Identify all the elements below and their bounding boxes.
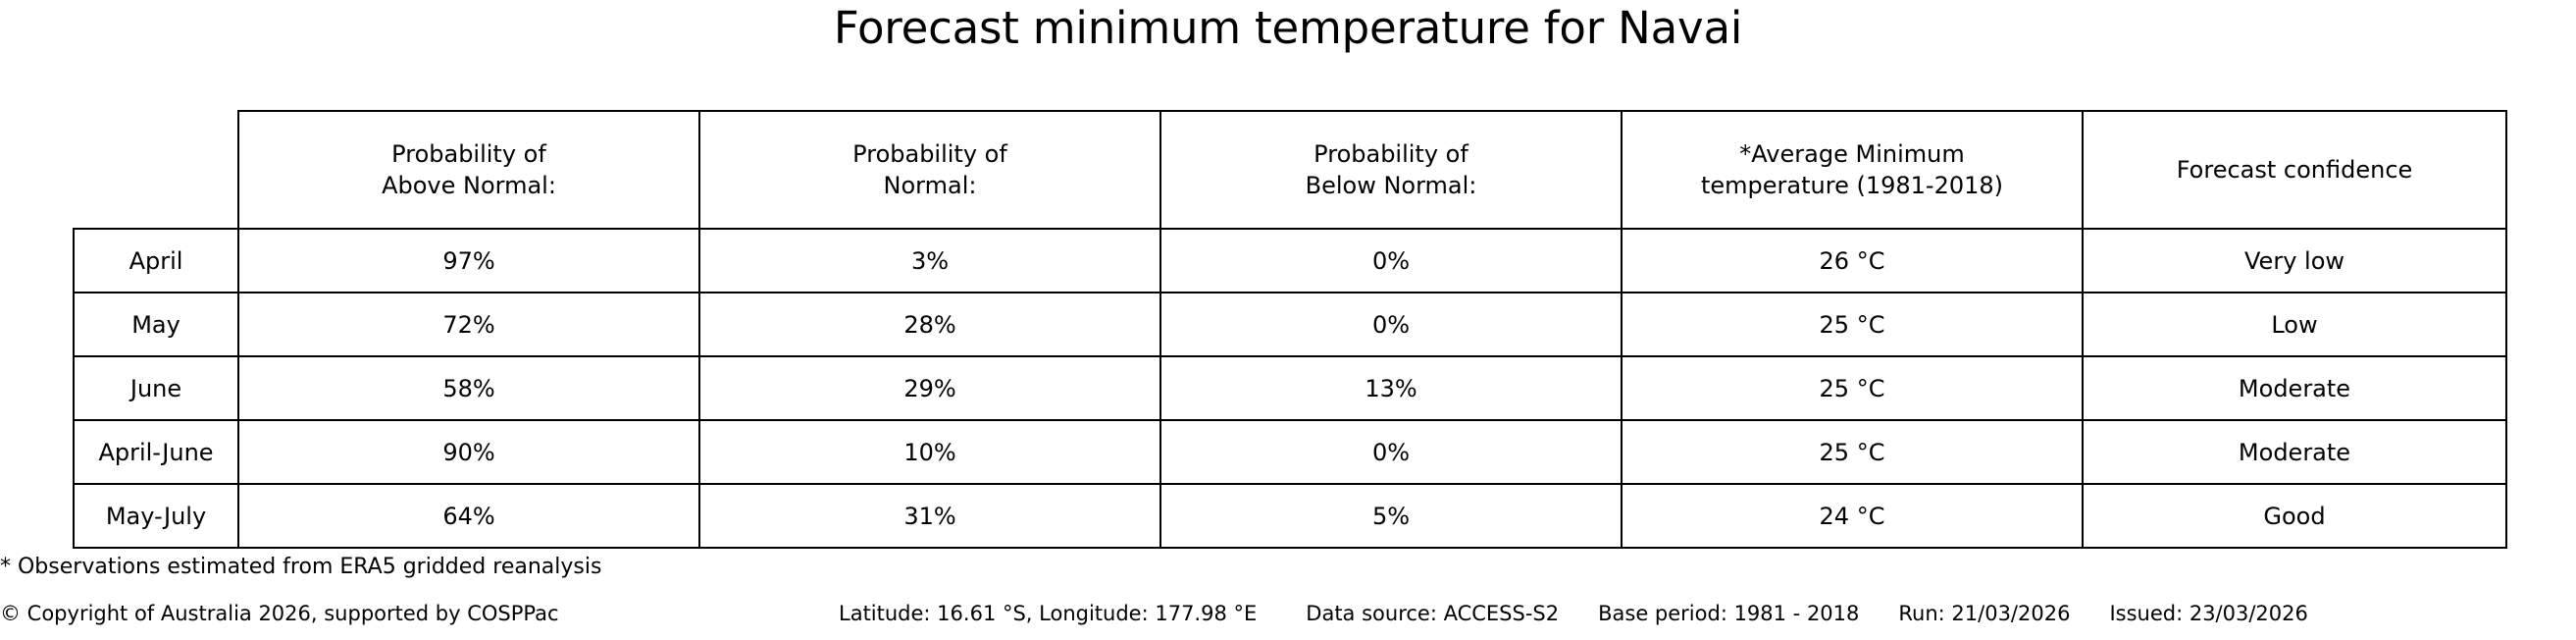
- cell-above-normal: 72%: [238, 293, 699, 356]
- cell-average-temperature: 25 °C: [1622, 293, 2083, 356]
- cell-confidence: Moderate: [2083, 420, 2506, 484]
- cell-confidence: Very low: [2083, 229, 2506, 293]
- cell-confidence: Good: [2083, 484, 2506, 548]
- table-header-row: [74, 111, 2506, 229]
- cell-confidence: Moderate: [2083, 356, 2506, 420]
- table-row: [74, 484, 2506, 548]
- column-header-average-line2: temperature (1981-2018): [1700, 172, 2004, 199]
- cell-month: June: [74, 356, 238, 420]
- column-header-average-minimum-temperature: [1622, 111, 2083, 229]
- cell-month: May: [74, 293, 238, 356]
- cell-normal: 10%: [699, 420, 1160, 484]
- footer-data-source: Data source: ACCESS-S2: [1306, 602, 1560, 625]
- cell-average-temperature: 24 °C: [1622, 484, 2083, 548]
- table-row: [74, 356, 2506, 420]
- cell-normal: 3%: [699, 229, 1160, 293]
- column-header-normal-line2: Normal:: [883, 172, 977, 199]
- table-body: [74, 229, 2506, 548]
- cell-normal: 28%: [699, 293, 1160, 356]
- cell-month: May-July: [74, 484, 238, 548]
- column-header-forecast-confidence: Forecast confidence: [2083, 111, 2506, 229]
- cell-above-normal: 58%: [238, 356, 699, 420]
- cell-month: April: [74, 229, 238, 293]
- column-header-normal-line1: Probability of: [852, 140, 1007, 168]
- cell-below-normal: 13%: [1160, 356, 1622, 420]
- footer-location: Latitude: 16.61 °S, Longitude: 177.98 °E: [839, 602, 1258, 625]
- table-row: [74, 293, 2506, 356]
- cell-above-normal: 64%: [238, 484, 699, 548]
- column-header-month: [74, 111, 238, 229]
- column-header-below-normal: [1160, 111, 1622, 229]
- forecast-table-wrapper: [73, 110, 2505, 549]
- footnote: * Observations estimated from ERA5 gridded reanalysis: [0, 555, 602, 579]
- column-header-average-line1: *Average Minimum: [1739, 140, 1965, 168]
- cell-below-normal: 0%: [1160, 293, 1622, 356]
- page-title: Forecast minimum temperature for Navai: [833, 2, 1743, 54]
- footer-run-date: Run: 21/03/2026: [1898, 602, 2071, 625]
- column-header-below-normal-line2: Below Normal:: [1305, 172, 1477, 199]
- column-header-above-normal: [238, 111, 699, 229]
- footer-issued-date: Issued: 23/03/2026: [2109, 602, 2308, 625]
- cell-below-normal: 0%: [1160, 229, 1622, 293]
- cell-average-temperature: 25 °C: [1622, 356, 2083, 420]
- cell-average-temperature: 26 °C: [1622, 229, 2083, 293]
- cell-month: April-June: [74, 420, 238, 484]
- cell-normal: 29%: [699, 356, 1160, 420]
- footer-metadata: [839, 602, 2308, 626]
- column-header-below-normal-line1: Probability of: [1314, 140, 1468, 168]
- cell-above-normal: 90%: [238, 420, 699, 484]
- forecast-table: [73, 110, 2507, 549]
- cell-average-temperature: 25 °C: [1622, 420, 2083, 484]
- table-header: [74, 111, 2506, 229]
- cell-confidence: Low: [2083, 293, 2506, 356]
- table-row: [74, 229, 2506, 293]
- copyright-text: © Copyright of Australia 2026, supported by COSPPac: [0, 602, 559, 625]
- table-row: [74, 420, 2506, 484]
- cell-normal: 31%: [699, 484, 1160, 548]
- column-header-normal: [699, 111, 1160, 229]
- footer-base-period: Base period: 1981 - 2018: [1598, 602, 1860, 625]
- column-header-above-normal-line2: Above Normal:: [382, 172, 556, 199]
- cell-above-normal: 97%: [238, 229, 699, 293]
- column-header-above-normal-line1: Probability of: [391, 140, 546, 168]
- cell-below-normal: 5%: [1160, 484, 1622, 548]
- cell-below-normal: 0%: [1160, 420, 1622, 484]
